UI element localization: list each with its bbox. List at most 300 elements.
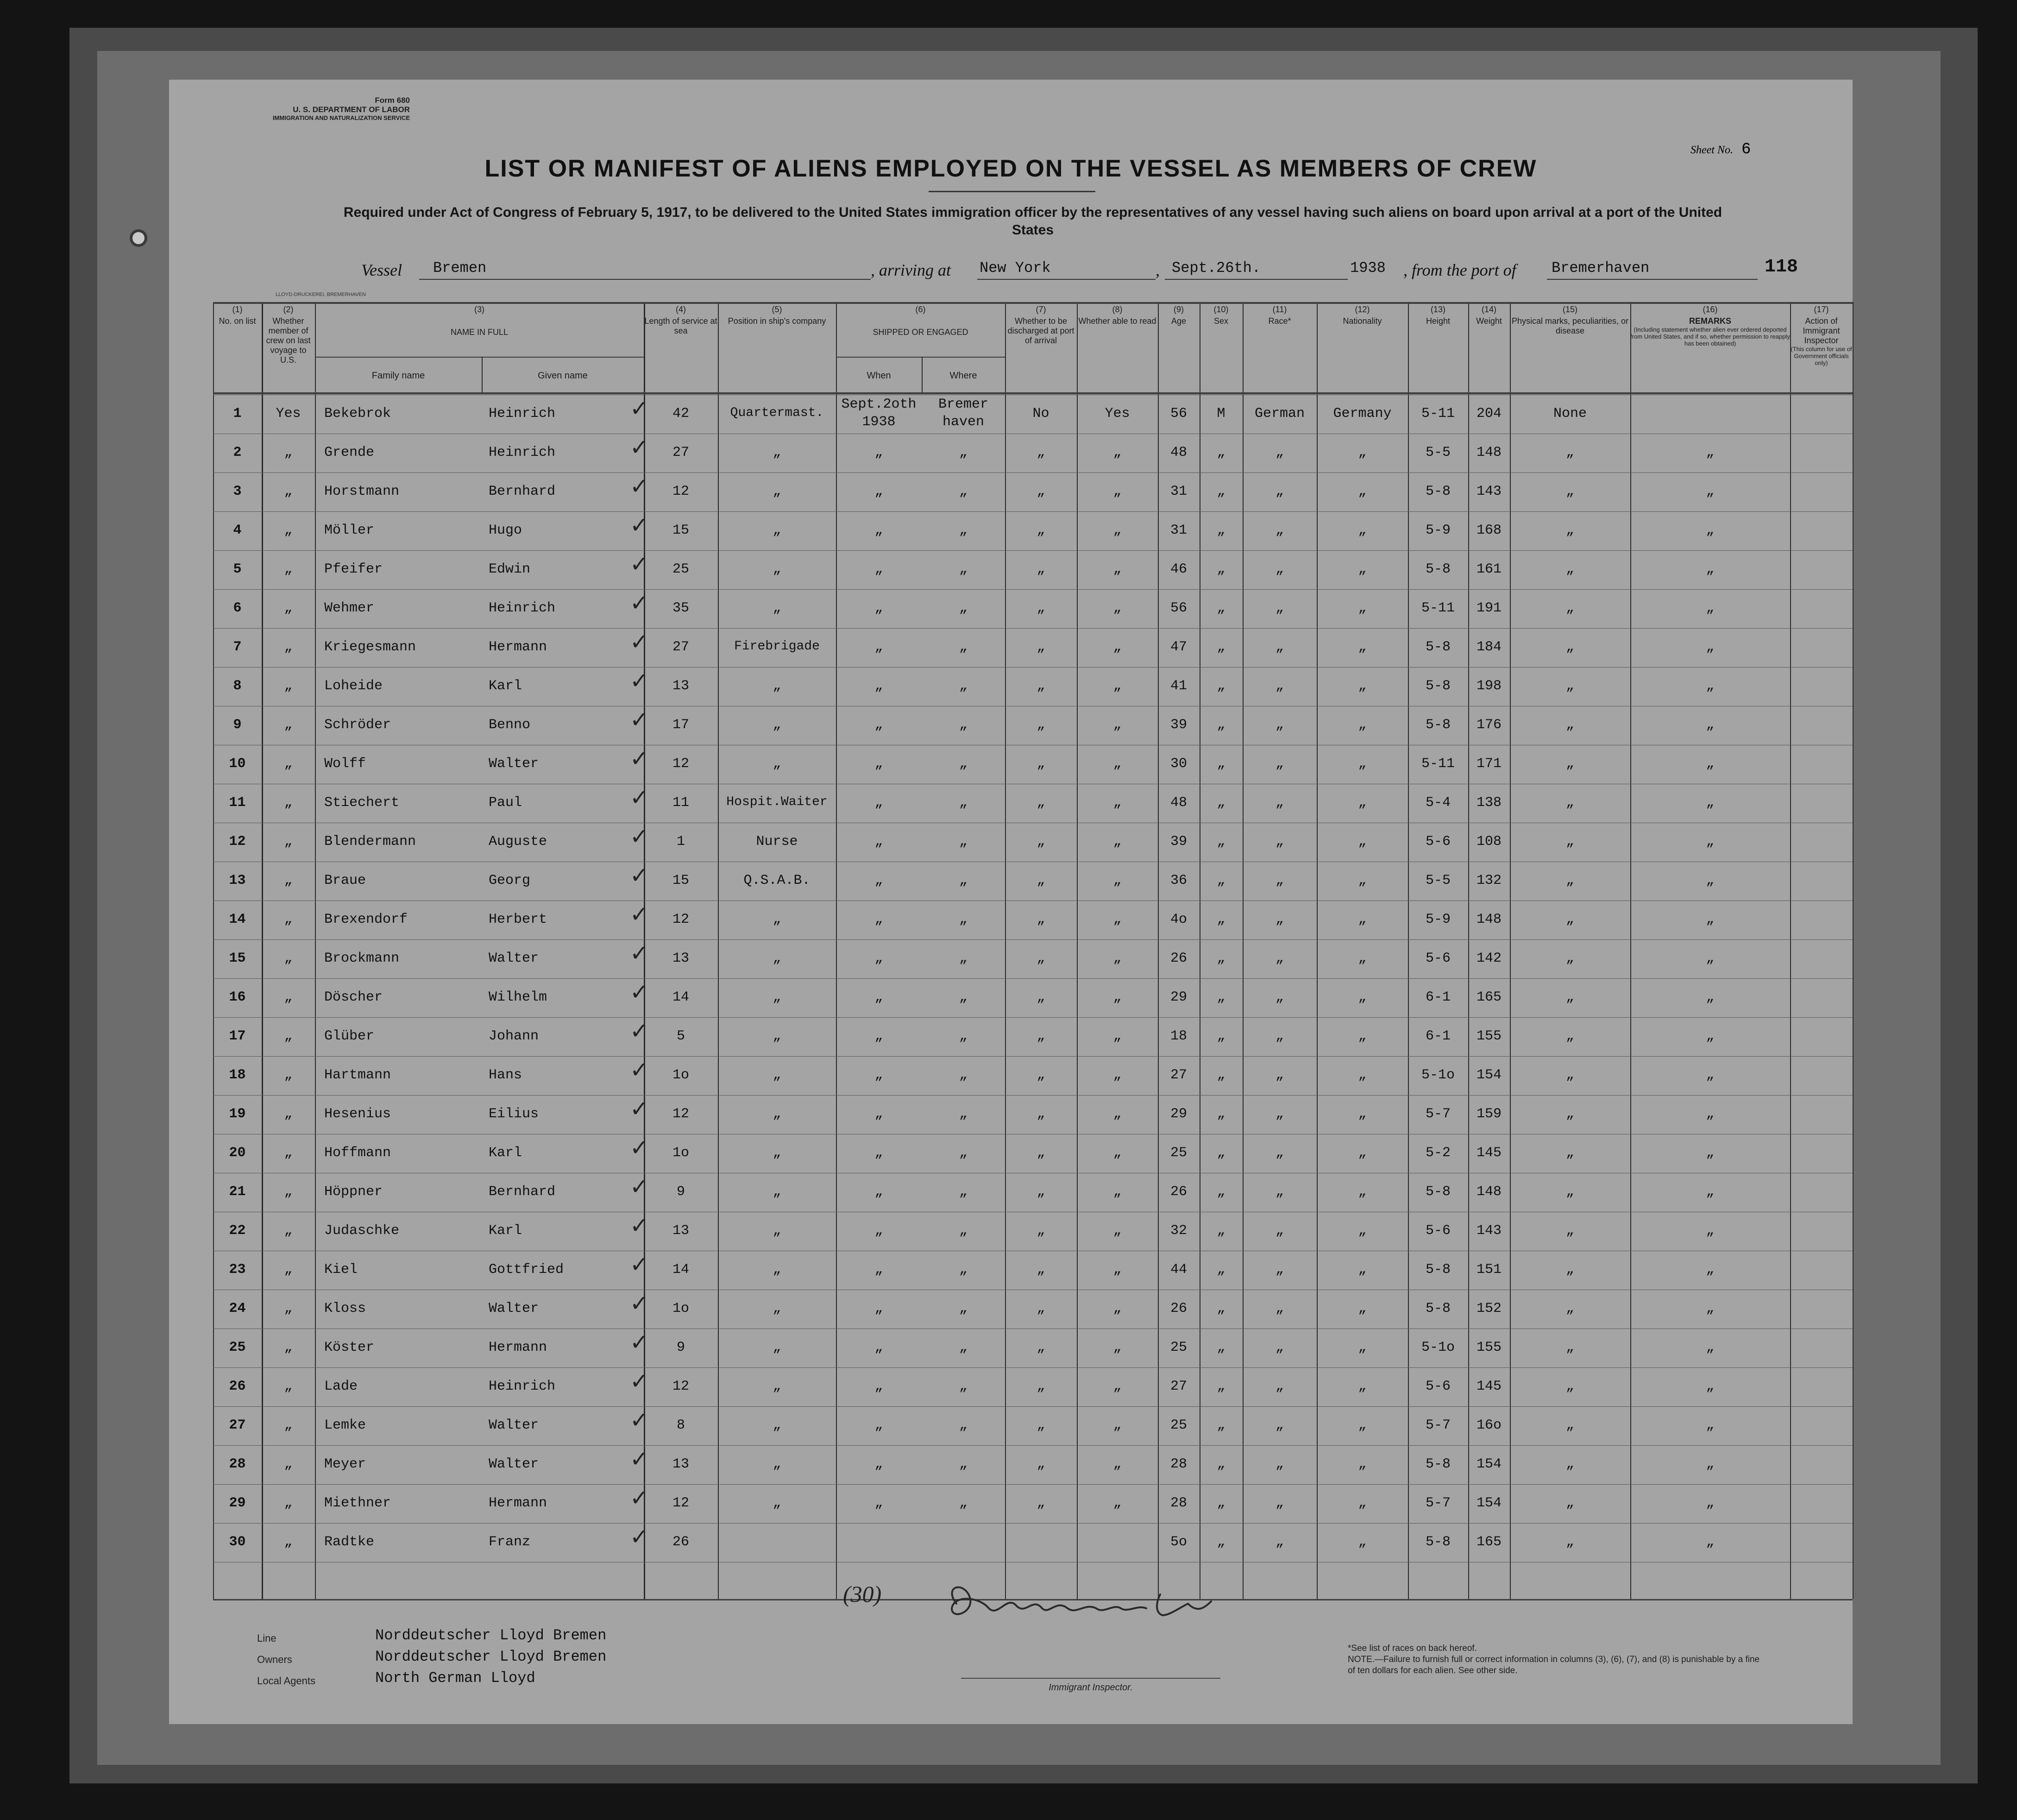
cell-where: „	[959, 1340, 968, 1355]
cell-read: „	[1113, 1456, 1122, 1472]
cell-race: „	[1275, 1495, 1284, 1511]
check-mark-icon: ✓	[630, 1213, 649, 1239]
cell-marks: „	[1565, 873, 1574, 888]
cell-height: 5-8	[1425, 639, 1451, 655]
cell-when: „	[874, 1028, 883, 1044]
cell-height: 5-8	[1425, 678, 1451, 694]
cell-read: „	[1113, 445, 1122, 460]
cell-nationality: „	[1358, 639, 1367, 655]
cell-given: Walter	[489, 1301, 539, 1316]
check-mark-icon: ✓	[630, 746, 649, 772]
cell-read: „	[1113, 989, 1122, 1005]
cell-given: Bernhard	[489, 1184, 556, 1200]
cell-where: „	[959, 1223, 968, 1239]
cell-crew: „	[284, 1106, 293, 1122]
cell-height: 5-7	[1425, 1417, 1451, 1433]
cell-when: „	[874, 951, 883, 966]
cell-age: 48	[1170, 795, 1187, 811]
check-mark-icon: ✓	[630, 1096, 649, 1122]
cell-crew: „	[284, 600, 293, 616]
cell-position: „	[773, 1379, 781, 1394]
check-mark-icon: ✓	[630, 979, 649, 1005]
cell-family: Loheide	[324, 678, 383, 694]
cell-discharged: „	[1037, 561, 1045, 577]
cell-position: „	[773, 1456, 781, 1472]
cell-no: 22	[229, 1223, 246, 1239]
cell-height: 5-1o	[1421, 1067, 1455, 1083]
cell-race: „	[1275, 756, 1284, 772]
cell-family: Wehmer	[324, 600, 375, 616]
cell-no: 16	[229, 989, 246, 1005]
cell-given: Gottfried	[489, 1262, 564, 1278]
cell-marks: „	[1565, 600, 1574, 616]
cell-discharged: „	[1037, 639, 1045, 655]
column-header	[1200, 302, 1243, 392]
cell-height: 5-9	[1425, 523, 1451, 538]
cell-nationality: „	[1358, 1379, 1367, 1394]
cell-sex: „	[1217, 912, 1225, 927]
cell-given: Heinrich	[489, 445, 556, 460]
cell-height: 5-11	[1421, 756, 1455, 772]
cell-age: 29	[1170, 989, 1187, 1005]
fill-line	[1165, 279, 1348, 280]
check-mark-icon: ✓	[630, 1407, 649, 1433]
check-mark-icon: ✓	[630, 473, 649, 499]
cell-crew: „	[284, 1534, 293, 1550]
cell-service: 12	[672, 1495, 689, 1511]
cell-no: 13	[229, 873, 246, 888]
cell-weight: 148	[1476, 445, 1502, 460]
cell-sex: „	[1217, 834, 1225, 850]
cell-weight: 184	[1476, 639, 1502, 655]
cell-weight: 16o	[1476, 1417, 1502, 1433]
cell-nationality: „	[1358, 523, 1367, 538]
cell-race: „	[1275, 834, 1284, 850]
cell-read: „	[1113, 1223, 1122, 1239]
cell-age: 27	[1170, 1067, 1187, 1083]
cell-read: „	[1113, 756, 1122, 772]
cell-height: 5-8	[1425, 1456, 1451, 1472]
from-label: , from the port of	[1403, 261, 1516, 279]
cell-read: „	[1113, 639, 1122, 655]
cell-when: „	[874, 1106, 883, 1122]
cell-read: „	[1113, 912, 1122, 927]
cell-height: 5-8	[1425, 1301, 1451, 1316]
cell-remarks: „	[1706, 1495, 1715, 1511]
cell-discharged: „	[1037, 951, 1045, 966]
cell-height: 5-8	[1425, 561, 1451, 577]
column-detail: (This column for use of Government officials only)	[1791, 346, 1852, 366]
cell-crew: „	[284, 1067, 293, 1083]
column-header	[1005, 302, 1077, 392]
cell-given: Heinrich	[489, 600, 556, 616]
cell-where: „	[959, 1145, 968, 1161]
cell-marks: „	[1565, 523, 1574, 538]
cell-no: 27	[229, 1417, 246, 1433]
cell-where: „	[959, 1495, 968, 1511]
cell-no: 21	[229, 1184, 246, 1200]
cell-where: „	[959, 1028, 968, 1044]
cell-height: 5-11	[1421, 600, 1455, 616]
cell-discharged: „	[1037, 1417, 1045, 1433]
cell-height: 5-7	[1425, 1495, 1451, 1511]
printer-mark: LLOYD-DRUCKEREI, BREMERHAVEN	[276, 292, 366, 297]
column-number: (8)	[1112, 305, 1123, 314]
cell-weight: 154	[1476, 1456, 1502, 1472]
cell-when: „	[874, 912, 883, 927]
cell-no: 18	[229, 1067, 246, 1083]
cell-race: „	[1275, 1301, 1284, 1316]
cell-given: Wilhelm	[489, 989, 547, 1005]
check-mark-icon: ✓	[630, 707, 649, 733]
cell-position: „	[773, 1145, 781, 1161]
cell-nationality: „	[1358, 1184, 1367, 1200]
cell-crew: „	[284, 1301, 293, 1316]
cell-given: Walter	[489, 756, 539, 772]
cell-crew: „	[284, 561, 293, 577]
cell-sex: „	[1217, 717, 1225, 733]
cell-discharged: „	[1037, 1379, 1045, 1394]
cell-position: „	[773, 1223, 781, 1239]
row-rule	[213, 1484, 1853, 1485]
cell-weight: 143	[1476, 1223, 1502, 1239]
column-label: Action of Immigrant Inspector	[1803, 316, 1840, 345]
cell-where: „	[959, 600, 968, 616]
cell-position: „	[773, 1067, 781, 1083]
column-label: Sex	[1213, 316, 1229, 326]
cell-race: „	[1275, 1223, 1284, 1239]
cell-race: „	[1275, 600, 1284, 616]
cell-family: Glüber	[324, 1028, 375, 1044]
cell-discharged: „	[1037, 678, 1045, 694]
column-header	[1317, 302, 1408, 392]
cell-read: „	[1113, 1301, 1122, 1316]
cell-remarks: „	[1706, 1456, 1715, 1472]
cell-family: Judaschke	[324, 1223, 400, 1239]
cell-given: Hugo	[489, 523, 522, 538]
header-bottom-rule	[213, 392, 1853, 394]
cell-age: 44	[1170, 1262, 1187, 1278]
cell-nationality: „	[1358, 1456, 1367, 1472]
sheet-value: 6	[1741, 141, 1751, 158]
cell-position: Nurse	[756, 834, 798, 850]
cell-service: 17	[672, 717, 689, 733]
cell-service: 13	[672, 1223, 689, 1239]
check-mark-icon: ✓	[630, 396, 649, 422]
cell-read: „	[1113, 1028, 1122, 1044]
cell-discharged: „	[1037, 1145, 1045, 1161]
cell-given: Franz	[489, 1534, 531, 1550]
cell-height: 5-5	[1425, 873, 1451, 888]
column-header	[1158, 302, 1200, 392]
cell-weight: 148	[1476, 912, 1502, 927]
cell-where: „	[959, 678, 968, 694]
cell-remarks: „	[1706, 1262, 1715, 1278]
cell-weight: 138	[1476, 795, 1502, 811]
cell-no: 10	[229, 756, 246, 772]
cell-sex: „	[1217, 1106, 1225, 1122]
cell-position: „	[773, 1495, 781, 1511]
cell-marks: „	[1565, 1106, 1574, 1122]
cell-crew: „	[284, 1340, 293, 1355]
department: U. S. DEPARTMENT OF LABOR	[293, 105, 410, 114]
check-mark-icon: ✓	[630, 435, 649, 460]
cell-service: 26	[672, 1534, 689, 1550]
cell-race: „	[1275, 717, 1284, 733]
list-number: 118	[1765, 257, 1798, 277]
cell-nationality: „	[1358, 445, 1367, 460]
cell-family: Wolff	[324, 756, 366, 772]
column-header	[1630, 302, 1790, 392]
cell-family: Grende	[324, 445, 375, 460]
cell-crew: „	[284, 1223, 293, 1239]
cell-service: 15	[672, 523, 689, 538]
cell-discharged: „	[1037, 1340, 1045, 1355]
cell-marks: „	[1565, 717, 1574, 733]
cell-read: „	[1113, 951, 1122, 966]
vessel-label: Vessel	[361, 261, 402, 279]
cell-where: „	[959, 639, 968, 655]
row-rule	[213, 1017, 1853, 1018]
cell-position: „	[773, 912, 781, 927]
cell-weight: 155	[1476, 1340, 1502, 1355]
cell-remarks: „	[1706, 523, 1715, 538]
cell-marks: „	[1565, 1456, 1574, 1472]
cell-service: 11	[672, 795, 689, 811]
cell-height: 5-1o	[1421, 1340, 1455, 1355]
cell-height: 5-9	[1425, 912, 1451, 927]
cell-marks: „	[1565, 951, 1574, 966]
cell-sex: „	[1217, 561, 1225, 577]
cell-age: 31	[1170, 484, 1187, 499]
column-label: Race*	[1268, 316, 1291, 326]
cell-discharged: „	[1037, 484, 1045, 499]
cell-nationality: „	[1358, 834, 1367, 850]
cell-read: „	[1113, 717, 1122, 733]
cell-no: 3	[233, 484, 242, 499]
cell-service: 27	[672, 445, 689, 460]
cell-where: „	[959, 1417, 968, 1433]
cell-family: Höppner	[324, 1184, 383, 1200]
cell-discharged: „	[1037, 1223, 1045, 1239]
cell-service: 25	[672, 561, 689, 577]
cell-remarks: „	[1706, 912, 1715, 927]
cell-service: 8	[676, 1417, 685, 1433]
cell-race: German	[1254, 406, 1305, 422]
cell-service: 42	[672, 406, 689, 422]
cell-marks: „	[1565, 1145, 1574, 1161]
cell-where: „	[959, 1456, 968, 1472]
cell-service: 1o	[672, 1145, 689, 1161]
cell-sex: „	[1217, 1223, 1225, 1239]
cell-family: Lade	[324, 1379, 358, 1394]
cell-discharged: „	[1037, 1067, 1045, 1083]
check-mark-icon: ✓	[630, 1291, 649, 1316]
cell-sex: „	[1217, 600, 1225, 616]
cell-service: 14	[672, 1262, 689, 1278]
cell-when: „	[874, 1379, 883, 1394]
cell-weight: 145	[1476, 1145, 1502, 1161]
cell-race: „	[1275, 1106, 1284, 1122]
cell-service: 1o	[672, 1067, 689, 1083]
cell-crew: Yes	[276, 406, 301, 422]
cell-where: „	[959, 1184, 968, 1200]
cell-weight: 155	[1476, 1028, 1502, 1044]
cell-read: „	[1113, 1106, 1122, 1122]
cell-race: „	[1275, 1067, 1284, 1083]
cell-service: 13	[672, 951, 689, 966]
cell-crew: „	[284, 678, 293, 694]
cell-sex: „	[1217, 1379, 1225, 1394]
cell-discharged: „	[1037, 795, 1045, 811]
fill-line	[419, 279, 871, 280]
cell-family: Kiel	[324, 1262, 358, 1278]
check-mark-icon: ✓	[630, 1135, 649, 1161]
cell-marks: „	[1565, 484, 1574, 499]
cell-race: „	[1275, 1379, 1284, 1394]
cell-nationality: „	[1358, 1145, 1367, 1161]
cell-marks: „	[1565, 1301, 1574, 1316]
form-header	[252, 96, 410, 121]
column-number: (2)	[283, 305, 294, 314]
cell-position: „	[773, 1262, 781, 1278]
inspector-signature-line	[961, 1678, 1220, 1679]
check-mark-icon: ✓	[630, 824, 649, 850]
cell-when: „	[874, 1495, 883, 1511]
column-number: (16)	[1703, 305, 1718, 314]
cell-when: „	[874, 989, 883, 1005]
cell-family: Radtke	[324, 1534, 375, 1550]
cell-height: 5-6	[1425, 1223, 1451, 1239]
cell-sex: „	[1217, 484, 1225, 499]
cell-no: 4	[233, 523, 242, 538]
cell-age: 56	[1170, 600, 1187, 616]
cell-height: 5-5	[1425, 445, 1451, 460]
cell-height: 5-2	[1425, 1145, 1451, 1161]
cell-when: „	[874, 1145, 883, 1161]
cell-marks: „	[1565, 795, 1574, 811]
column-label: SHIPPED OR ENGAGED	[873, 327, 968, 337]
cell-where: „	[959, 873, 968, 888]
cell-crew: „	[284, 989, 293, 1005]
cell-where: „	[959, 912, 968, 927]
cell-service: 27	[672, 639, 689, 655]
cell-height: 5-11	[1421, 406, 1455, 422]
vessel-line	[188, 257, 1836, 284]
cell-family: Hoffmann	[324, 1145, 391, 1161]
check-mark-icon: ✓	[630, 940, 649, 966]
cell-marks: „	[1565, 1184, 1574, 1200]
owners-value: Norddeutscher Lloyd Bremen	[375, 1648, 607, 1665]
cell-family: Lemke	[324, 1417, 366, 1433]
cell-sex: „	[1217, 1028, 1225, 1044]
cell-when: „	[874, 873, 883, 888]
row-rule	[213, 978, 1853, 979]
cell-age: 25	[1170, 1145, 1187, 1161]
cell-service: 1	[676, 834, 685, 850]
cell-age: 5o	[1170, 1534, 1187, 1550]
cell-weight: 176	[1476, 717, 1502, 733]
cell-position: „	[773, 1417, 781, 1433]
cell-nationality: „	[1358, 1534, 1367, 1550]
cell-read: „	[1113, 600, 1122, 616]
cell-position: Q.S.A.B.	[743, 873, 811, 888]
cell-remarks: „	[1706, 1301, 1715, 1316]
cell-nationality: „	[1358, 1067, 1367, 1083]
cell-read: „	[1113, 1262, 1122, 1278]
cell-where: „	[959, 795, 968, 811]
column-label: Whether able to read	[1078, 316, 1156, 326]
cell-where: „	[959, 756, 968, 772]
cell-service: 14	[672, 989, 689, 1005]
column-label: Position in ship's company	[728, 316, 826, 326]
check-mark-icon: ✓	[630, 590, 649, 616]
column-label: Weight	[1476, 316, 1502, 326]
row-rule	[213, 1406, 1853, 1407]
inspector-label: Immigrant Inspector.	[1049, 1682, 1133, 1693]
column-detail: (Including statement whether alien ever ordered deported from United States, and if so, whether permission to reapply has been obtained)	[1630, 326, 1790, 347]
cell-remarks: „	[1706, 795, 1715, 811]
check-mark-icon: ✓	[630, 1174, 649, 1200]
cell-family: Möller	[324, 523, 375, 538]
cell-nationality: „	[1358, 1340, 1367, 1355]
family-name-header: Family name	[371, 371, 425, 381]
cell-race: „	[1275, 1028, 1284, 1044]
cell-where: „	[959, 561, 968, 577]
cell-family: Köster	[324, 1340, 375, 1355]
cell-given: Heinrich	[489, 1379, 556, 1394]
check-mark-icon: ✓	[630, 551, 649, 577]
cell-height: 5-4	[1425, 795, 1451, 811]
cell-weight: 132	[1476, 873, 1502, 888]
column-rule	[1853, 302, 1854, 1599]
row-rule	[213, 1056, 1853, 1057]
cell-marks: „	[1565, 561, 1574, 577]
cell-where: „	[959, 951, 968, 966]
cell-family: Stiechert	[324, 795, 400, 811]
cell-crew: „	[284, 834, 293, 850]
cell-position: „	[773, 523, 781, 538]
cell-family: Schröder	[324, 717, 391, 733]
cell-position: „	[773, 717, 781, 733]
column-label: NAME IN FULL	[450, 327, 509, 337]
row-rule	[213, 939, 1853, 940]
cell-position: „	[773, 951, 781, 966]
cell-sex: „	[1217, 989, 1225, 1005]
cell-remarks: „	[1706, 600, 1715, 616]
cell-race: „	[1275, 1340, 1284, 1355]
column-label: Height	[1426, 316, 1451, 326]
binder-hole	[130, 229, 147, 247]
agents-label: Local Agents	[257, 1675, 315, 1687]
cell-nationality: „	[1358, 1417, 1367, 1433]
cell-marks: „	[1565, 1067, 1574, 1083]
cell-where: „	[959, 445, 968, 460]
cell-height: 5-8	[1425, 1534, 1451, 1550]
column-rule	[1790, 302, 1791, 1599]
cell-remarks: „	[1706, 1184, 1715, 1200]
cell-service: 12	[672, 912, 689, 927]
cell-read: „	[1113, 1067, 1122, 1083]
cell-age: 28	[1170, 1495, 1187, 1511]
check-mark-icon: ✓	[630, 901, 649, 927]
cell-where: „	[959, 717, 968, 733]
row-rule	[213, 1095, 1853, 1096]
cell-where: „	[959, 484, 968, 499]
cell-service: 9	[676, 1184, 685, 1200]
cell-nationality: „	[1358, 1223, 1367, 1239]
cell-remarks: „	[1706, 834, 1715, 850]
